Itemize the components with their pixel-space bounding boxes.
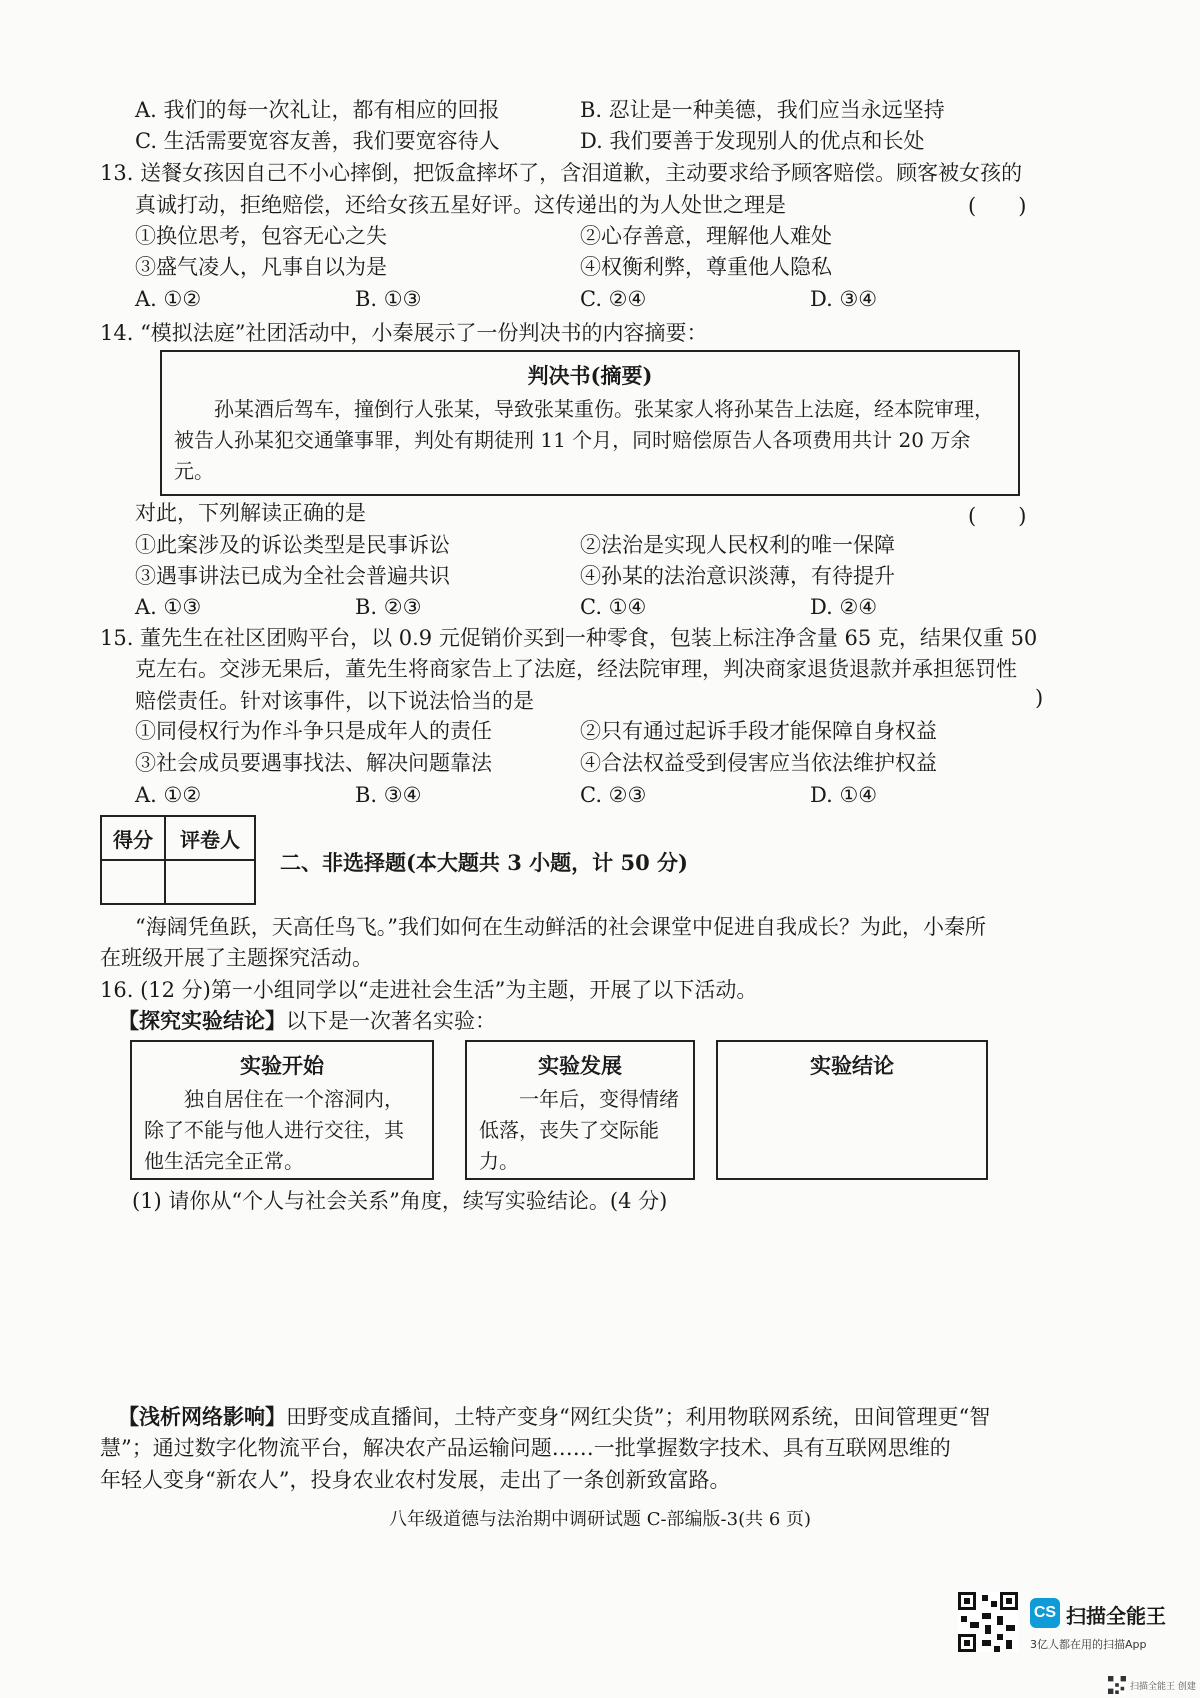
q13-stem-line2: 真诚打动，拒绝赔偿，还给女孩五星好评。这传递出的为人处世之理是 (135, 193, 786, 217)
judgment-box-title: 判决书(摘要) (527, 363, 653, 388)
q15-choice-a: A. ①② (135, 783, 202, 807)
q15-choice-d: D. ①④ (810, 783, 878, 807)
q14-item-4: ④孙某的法治意识淡薄，有待提升 (580, 564, 895, 588)
q15-stem-line1: 15. 董先生在社区团购平台，以 0.9 元促销价买到一种零食，包装上标注净含量 65 克，结果仅重 50 (100, 626, 1038, 650)
watermark-qr-icon (1108, 1676, 1126, 1694)
q13-item-4: ④权衡利弊，尊重他人隐私 (580, 255, 832, 279)
q16-stem: 16. (12 分)第一小组同学以“走进社会生活”为主题，开展了以下活动。 (100, 978, 758, 1002)
experiment-development-box (465, 1040, 695, 1180)
net-label: 【浅析网络影响】 (118, 1404, 286, 1429)
q14-choice-c: C. ①④ (580, 595, 647, 619)
q13-item-2: ②心存善意，理解他人难处 (580, 224, 832, 248)
q15-answer-paren: ) (1035, 686, 1044, 710)
experiment-label: 【探究实验结论】 (118, 1008, 286, 1033)
q15-stem-line2: 克左右。交涉无果后，董先生将商家告上了法庭，经法院审理，判决商家退货退款并承担惩罚性 (135, 657, 1017, 681)
qr-code-icon (958, 1592, 1018, 1652)
net-paragraph-line2: 慧”；通过数字化物流平台，解决农产品运输问题……一批掌握数字技术、具有互联网思维的 (100, 1436, 951, 1460)
q13-choice-a: A. ①② (135, 287, 202, 311)
judgment-box-body: 孙某酒后驾车，撞倒行人张某，导致张某重伤。张某家人将孙某告上法庭，经本院审理，被告人孙某犯交通肇事罪，判处有期徒刑 11 个月，同时赔偿原告人各项费用共计 20 万余元。 (174, 397, 994, 483)
q15-stem-line3: 赔偿责任。针对该事件，以下说法恰当的是 (135, 689, 534, 713)
q13-item-3: ③盛气凌人，凡事自以为是 (135, 255, 387, 279)
q13-stem-line1: 13. 送餐女孩因自己不小心摔倒，把饭盒摔坏了，含泪道歉，主动要求给予顾客赔偿。顾客被女孩的 (100, 161, 1023, 185)
net-paragraph-line3: 年轻人变身“新农人”，投身农业农村发展，走出了一条创新致富路。 (100, 1468, 731, 1492)
grader-header: 评卷人 (165, 816, 255, 860)
section2-intro-line2: 在班级开展了主题探究活动。 (100, 946, 373, 970)
q14-item-2: ②法治是实现人民权利的唯一保障 (580, 533, 895, 557)
q12-option-d: D. 我们要善于发现别人的优点和长处 (580, 129, 925, 153)
score-cell[interactable] (101, 860, 165, 904)
q14-question: 对此，下列解读正确的是 (135, 501, 366, 525)
section2-intro-line1: “海阔凭鱼跃，天高任鸟飞。”我们如何在生动鲜活的社会课堂中促进自我成长？为此，小秦所 (135, 915, 986, 939)
camscanner-name: 扫描全能王 (1066, 1604, 1166, 1628)
q15-choice-c: C. ②③ (580, 783, 647, 807)
experiment-conclusion-box[interactable] (716, 1040, 988, 1180)
q13-choice-d: D. ③④ (810, 287, 878, 311)
score-header: 得分 (101, 816, 165, 860)
experiment-conclusion-title: 实验结论 (810, 1053, 894, 1078)
experiment-start-box (130, 1040, 434, 1180)
q12-option-c: C. 生活需要宽容友善，我们要宽容待人 (135, 129, 500, 153)
q14-choice-a: A. ①③ (135, 595, 202, 619)
scanner-watermark: 扫描全能王 创建 (1130, 1682, 1196, 1692)
experiment-development-body: 一年后，变得情绪低落，丧失了交际能力。 (479, 1087, 679, 1173)
score-table (100, 815, 256, 905)
q14-answer-paren: ( ) (968, 504, 1027, 528)
q14-choice-b: B. ②③ (355, 595, 422, 619)
q14-choice-d: D. ②④ (810, 595, 878, 619)
q12-option-b: B. 忍让是一种美德，我们应当永远坚持 (580, 98, 945, 122)
q15-choice-b: B. ③④ (355, 783, 422, 807)
camscanner-tagline: 3亿人都在用的扫描App (1030, 1638, 1147, 1651)
q12-option-a: A. 我们的每一次礼让，都有相应的回报 (135, 98, 500, 122)
judgment-box (160, 350, 1020, 496)
q15-item-1: ①同侵权行为作斗争只是成年人的责任 (135, 719, 492, 743)
experiment-text: 以下是一次著名实验： (286, 1009, 496, 1033)
q15-item-2: ②只有通过起诉手段才能保障自身权益 (580, 719, 937, 743)
q14-item-1: ①此案涉及的诉讼类型是民事诉讼 (135, 533, 450, 557)
q13-answer-paren: ( ) (968, 194, 1027, 218)
q15-item-4: ④合法权益受到侵害应当依法维护权益 (580, 751, 937, 775)
page-footer: 八年级道德与法治期中调研试题 C-部编版-3(共 6 页) (388, 1509, 812, 1530)
experiment-start-title: 实验开始 (240, 1053, 324, 1078)
grader-cell[interactable] (165, 860, 255, 904)
q13-choice-b: B. ①③ (355, 287, 422, 311)
q14-stem: 14. “模拟法庭”社团活动中，小秦展示了一份判决书的内容摘要： (100, 321, 708, 345)
section2-title: 二、非选择题(本大题共 3 小题，计 50 分) (280, 850, 688, 875)
net-line1-text: 田野变成直播间，土特产变身“网红尖货”；利用物联网系统，田间管理更“智 (286, 1405, 991, 1429)
experiment-development-title: 实验发展 (538, 1053, 622, 1078)
experiment-start-body: 独自居住在一个溶洞内，除了不能与他人进行交往，其他生活完全正常。 (144, 1087, 404, 1173)
q16-experiment-intro (118, 1006, 496, 1036)
q16-sub1: (1) 请你从“个人与社会关系”角度，续写实验结论。(4 分) (132, 1189, 668, 1213)
q15-item-3: ③社会成员要遇事找法、解决问题靠法 (135, 751, 492, 775)
q14-item-3: ③遇事讲法已成为全社会普遍共识 (135, 564, 450, 588)
q13-item-1: ①换位思考，包容无心之失 (135, 224, 387, 248)
camscanner-logo: CS (1030, 1598, 1060, 1628)
experiment-conclusion-body[interactable] (718, 1080, 986, 1084)
net-paragraph-line1 (118, 1402, 990, 1432)
q13-choice-c: C. ②④ (580, 287, 647, 311)
